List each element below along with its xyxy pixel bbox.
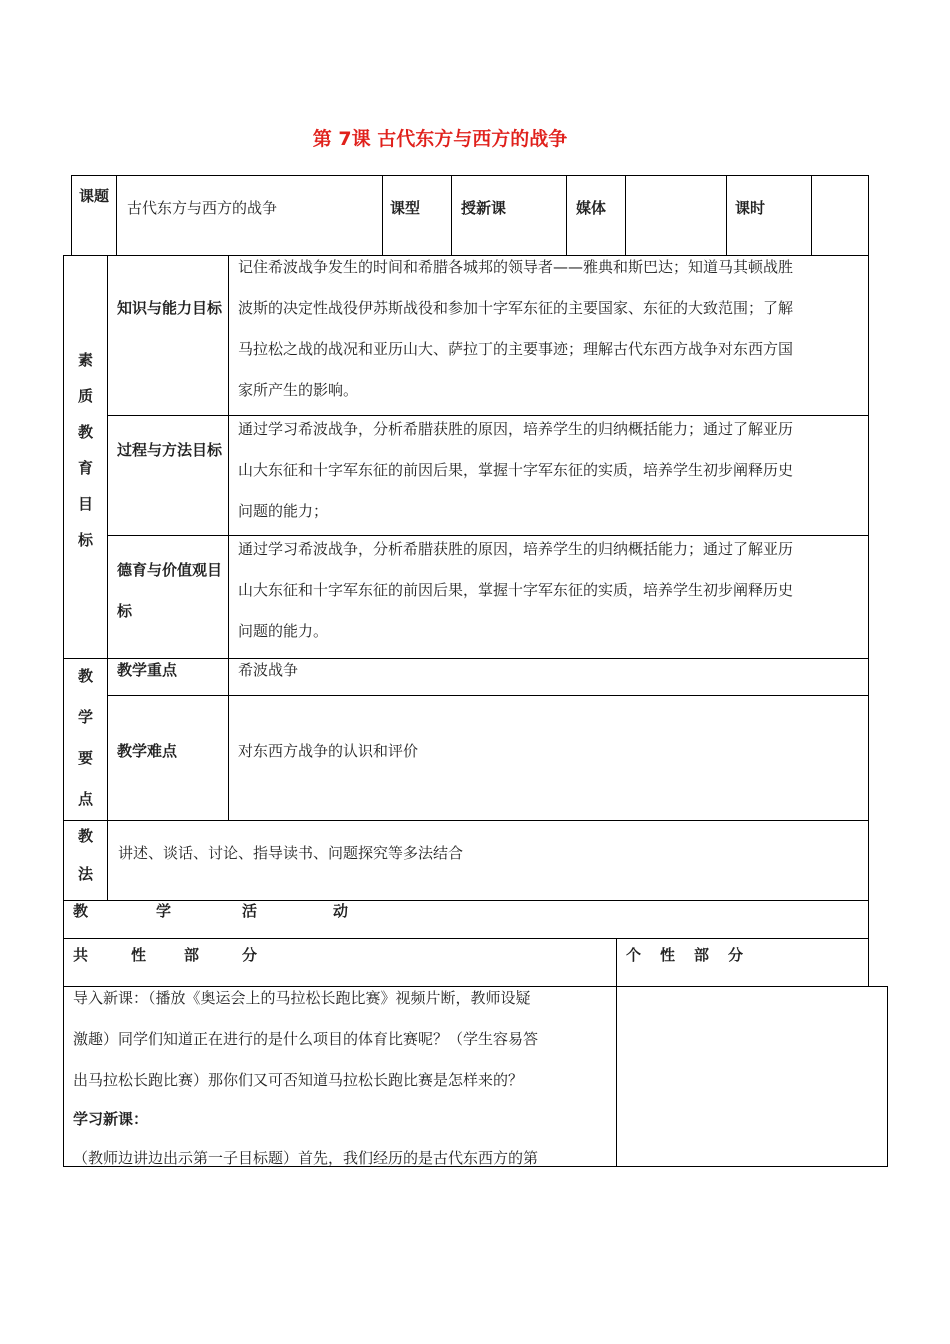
text-line: （教师边讲边出示第一子目标题）首先，我们经历的是古代东西方的第 (73, 1149, 539, 1167)
text-line: 问题的能力； (238, 502, 329, 520)
activity-char: 学 (156, 902, 172, 920)
text-line: 通过学习希波战争，分析希腊获胜的原因，培养学生的归纳概括能力；通过了解亚历 (238, 540, 794, 558)
text-line: 波斯的决定性战役伊苏斯战役和参加十字军东征的主要国家、东征的大致范围；了解 (238, 299, 794, 317)
course-label: 课题 (78, 187, 109, 205)
media-label: 媒体 (576, 199, 607, 217)
goal-values-text (229, 529, 867, 652)
page-title: 第 7课 古代东方与西方的战争 (312, 128, 568, 150)
difficulty-label: 教学难点 (117, 742, 178, 760)
individual-char: 分 (728, 946, 744, 964)
activity-char: 动 (333, 902, 349, 920)
text-line: 出马拉松长跑比赛）那你们又可否知道马拉松长跑比赛是怎样来的？ (73, 1071, 524, 1089)
goal-knowledge-text (229, 247, 867, 411)
type-label: 课型 (390, 199, 421, 217)
activity-char: 活 (242, 902, 258, 920)
text-line: 家所产生的影响。 (238, 381, 359, 399)
text-line: 山大东征和十字军东征的前因后果，掌握十字军东征的实质，培养学生初步阐释历史 (238, 581, 794, 599)
common-char: 性 (131, 946, 147, 964)
goal-process-text (229, 409, 867, 532)
course-value: 古代东方与西方的战争 (127, 199, 278, 217)
method-label: 教法 (77, 827, 93, 883)
goal-process-label: 过程与方法目标 (117, 441, 223, 459)
text-line: 山大东征和十字军东征的前因后果，掌握十字军东征的实质，培养学生初步阐释历史 (238, 461, 794, 479)
focus-label: 教学重点 (117, 661, 178, 679)
individual-char: 个 (626, 946, 642, 964)
text-line: 激趣）同学们知道正在进行的是什么项目的体育比赛呢？（学生容易答 (73, 1030, 539, 1048)
difficulty-value: 对东西方战争的认识和评价 (238, 742, 419, 760)
lesson-subheading: 学习新课： (73, 1110, 149, 1128)
key-points-section-label: 教学要点 (77, 667, 93, 808)
goals-section-label: 素质教育目标 (77, 351, 93, 549)
activity-char: 教 (73, 902, 89, 920)
focus-value: 希波战争 (238, 661, 299, 679)
goal-knowledge-label: 知识与能力目标 (117, 299, 223, 317)
common-char: 部 (184, 946, 200, 964)
method-value: 讲述、谈话、讨论、指导读书、问题探究等多法结合 (118, 844, 464, 862)
individual-char: 性 (660, 946, 676, 964)
text-line: 导入新课：（播放《奥运会上的马拉松长跑比赛》视频片断，教师设疑 (73, 989, 531, 1007)
text-line: 记住希波战争发生的时间和希腊各城邦的领导者——雅典和斯巴达；知道马其顿战胜 (238, 258, 794, 276)
hours-label: 课时 (735, 199, 766, 217)
text-line: 通过学习希波战争，分析希腊获胜的原因，培养学生的归纳概括能力；通过了解亚历 (238, 420, 794, 438)
common-char: 共 (73, 946, 89, 964)
individual-char: 部 (694, 946, 710, 964)
text-line: 马拉松之战的战况和亚历山大、萨拉丁的主要事迹；理解古代东西方战争对东西方国 (238, 340, 794, 358)
goal-values-label: 德育与价值观目标 (117, 561, 223, 620)
common-char: 分 (242, 946, 258, 964)
type-value: 授新课 (461, 199, 507, 217)
lesson-text (64, 978, 616, 1179)
text-line: 问题的能力。 (238, 622, 329, 640)
